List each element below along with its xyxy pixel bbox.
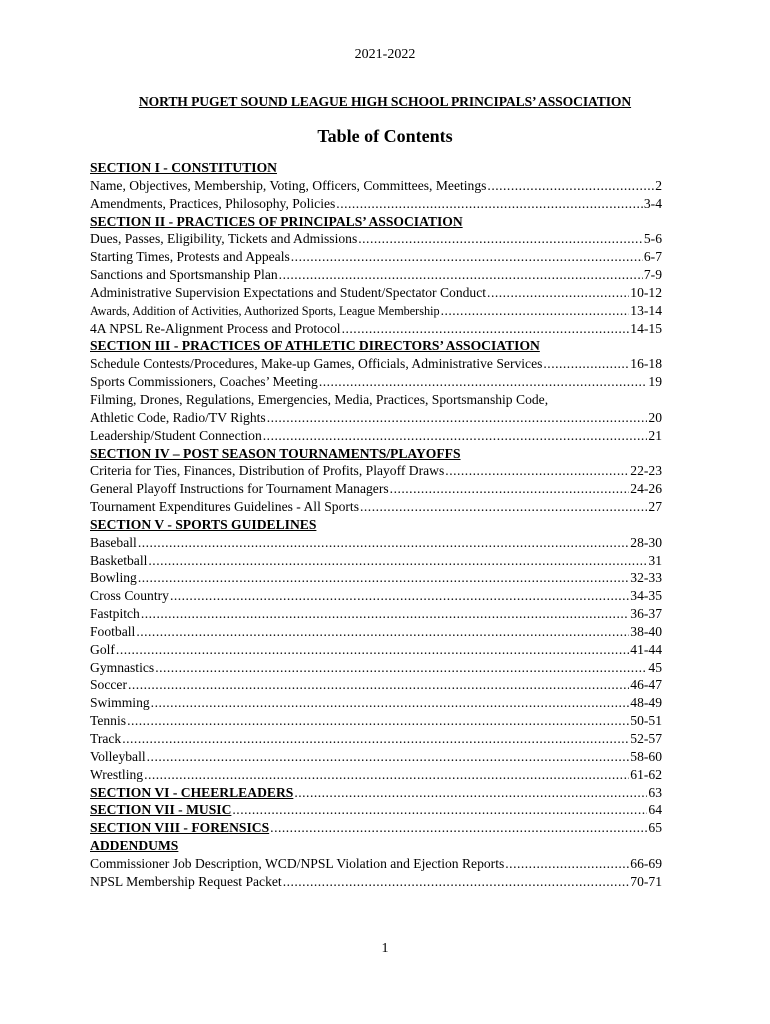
toc-entry: [90, 248, 662, 266]
toc-entry-label: Track: [90, 731, 122, 746]
toc-section-heading: SECTION IV – POST SEASON TOURNAMENTS/PLAYOFFS: [90, 445, 461, 461]
toc-page-number: 10-12: [630, 284, 662, 300]
toc-dot-leader: [155, 659, 647, 677]
toc-dot-leader: [294, 784, 647, 802]
toc-entry: [90, 676, 662, 694]
toc-entry-label: Swimming: [90, 695, 150, 711]
toc-dot-leader: [116, 641, 629, 659]
toc-section-heading: SECTION III - PRACTICES OF ATHLETIC DIRECTORS’ ASSOCIATION: [90, 338, 540, 354]
toc-page-number: 14-15: [630, 320, 662, 336]
toc-entry-label: Cross Country: [90, 588, 169, 604]
toc-entry: [90, 766, 662, 784]
toc-entry: [90, 712, 662, 730]
toc-page-number: 32-33: [630, 570, 662, 586]
toc-entry: [90, 266, 662, 284]
toc-page-number: 24-26: [630, 481, 662, 497]
toc-dot-leader: [136, 623, 629, 641]
toc-dot-leader: [283, 873, 630, 891]
toc-dot-leader: [487, 284, 629, 302]
toc-page-number: 7-9: [643, 267, 662, 283]
toc-page-number: 3-4: [643, 195, 662, 211]
toc-entry: [90, 587, 662, 605]
toc-entry-label: Basketball: [90, 552, 148, 568]
toc-entry-label: Awards, Addition of Activities, Authorized Sports, League Membership: [90, 303, 440, 318]
toc-dot-leader: [358, 230, 643, 248]
toc-dot-leader: [141, 605, 629, 623]
organization-heading: NORTH PUGET SOUND LEAGUE HIGH SCHOOL PRINCIPALS’ ASSOCIATION: [138, 94, 632, 109]
toc-page-number: 5-6: [643, 231, 662, 247]
toc-dot-leader: [147, 748, 630, 766]
toc-entry-label: Football: [90, 623, 136, 639]
toc-dot-leader: [279, 266, 643, 284]
toc-entry: [90, 320, 662, 338]
toc-entry: [90, 873, 662, 891]
toc-section-heading: ADDENDUMS: [90, 838, 179, 854]
toc-entry-label: Bowling: [90, 570, 137, 586]
toc-entry-label: Sports Commissioners, Coaches’ Meeting: [90, 374, 318, 390]
toc-page-number: 19: [648, 374, 662, 390]
toc-entry: [90, 534, 662, 552]
toc-dot-leader: [148, 552, 647, 570]
toc-page-number: 13-14: [630, 302, 662, 318]
toc-dot-leader: [342, 320, 630, 338]
toc-entry-label: Volleyball: [90, 748, 146, 764]
toc-page-number: 50-51: [630, 713, 662, 729]
toc-page-number: 48-49: [630, 695, 662, 711]
toc-dot-leader: [319, 373, 648, 391]
toc-entry-label: Tournament Expenditures Guidelines - All Sports: [90, 499, 359, 515]
toc-entry-label: Criteria for Ties, Finances, Distribution of Profits, Playoff Draws: [90, 463, 445, 479]
toc-entry: [90, 694, 662, 712]
toc-page-number: 41-44: [630, 641, 662, 657]
toc-entry-label: Leadership/Student Connection: [90, 427, 262, 443]
toc-entry-label: Soccer: [90, 677, 127, 693]
toc-dot-leader: [151, 694, 630, 712]
toc-dot-leader: [441, 302, 630, 320]
toc-entry-label: Gymnastics: [90, 659, 155, 675]
toc-entry: [90, 659, 662, 677]
toc-entry-label: Starting Times, Protests and Appeals: [90, 249, 290, 265]
toc-entry-label: Administrative Supervision Expectations and Student/Spectator Conduct: [90, 284, 487, 300]
toc-page-number: 70-71: [630, 873, 662, 889]
toc-entry: [90, 302, 662, 320]
toc-page-number: 27: [648, 499, 662, 515]
toc-dot-leader: [122, 730, 629, 748]
table-of-contents: [90, 159, 662, 891]
toc-dot-leader: [263, 427, 648, 445]
toc-page-number: 64: [648, 802, 662, 818]
toc-entry: [90, 498, 662, 516]
toc-entry-label: SECTION VIII - FORENSICS: [90, 820, 270, 836]
toc-section-heading: SECTION II - PRACTICES OF PRINCIPALS’ ASSOCIATION: [90, 213, 463, 229]
toc-entry-label: Sanctions and Sportsmanship Plan: [90, 267, 278, 283]
toc-dot-leader: [128, 676, 629, 694]
toc-entry: [90, 230, 662, 248]
toc-entry: [90, 177, 662, 195]
toc-dot-leader: [505, 855, 629, 873]
toc-page-number: 22-23: [630, 463, 662, 479]
toc-entry: [90, 427, 662, 445]
toc-dot-leader: [543, 355, 629, 373]
toc-page-number: 58-60: [630, 748, 662, 764]
toc-dot-leader: [267, 409, 648, 427]
toc-entry-label: Golf: [90, 641, 115, 657]
toc-dot-leader: [127, 712, 629, 730]
toc-dot-leader: [336, 195, 643, 213]
toc-entry-label: SECTION VI - CHEERLEADERS: [90, 784, 294, 800]
toc-entry: [90, 480, 662, 498]
toc-entry: [90, 569, 662, 587]
toc-page-number: 6-7: [643, 249, 662, 265]
toc-page-number: 34-35: [630, 588, 662, 604]
toc-page-number: 36-37: [630, 606, 662, 622]
toc-entry-label: Dues, Passes, Eligibility, Tickets and Admissions: [90, 231, 358, 247]
toc-dot-leader: [445, 462, 629, 480]
toc-section-entry: [90, 801, 662, 819]
toc-dot-leader: [360, 498, 647, 516]
toc-dot-leader: [138, 569, 629, 587]
toc-entry-label: Name, Objectives, Membership, Voting, Officers, Committees, Meetings: [90, 177, 487, 193]
toc-page-number: 63: [648, 784, 662, 800]
toc-dot-leader: [487, 177, 654, 195]
toc-dot-leader: [390, 480, 630, 498]
toc-entry-continued: Filming, Drones, Regulations, Emergencies, Media, Practices, Sportsmanship Code,: [90, 391, 549, 407]
toc-entry-label: NPSL Membership Request Packet: [90, 873, 282, 889]
toc-entry: [90, 855, 662, 873]
toc-page-number: 20: [648, 409, 662, 425]
toc-page-number: 52-57: [630, 731, 662, 746]
page-title: Table of Contents: [317, 126, 453, 146]
toc-entry-label: Fastpitch: [90, 606, 140, 622]
toc-entry-label: General Playoff Instructions for Tournament Managers: [90, 481, 389, 497]
toc-page-number: 38-40: [630, 623, 662, 639]
toc-entry: [90, 641, 662, 659]
document-year: 2021-2022: [354, 47, 416, 62]
toc-entry: [90, 409, 662, 427]
toc-entry: [90, 730, 662, 748]
toc-dot-leader: [291, 248, 643, 266]
toc-page-number: 21: [648, 427, 662, 443]
toc-page-number: 61-62: [630, 766, 662, 782]
toc-entry-label: SECTION VII - MUSIC: [90, 802, 232, 818]
toc-entry-label: Amendments, Practices, Philosophy, Policies: [90, 195, 336, 211]
toc-page-number: 66-69: [630, 855, 662, 871]
toc-entry: [90, 355, 662, 373]
toc-section-entry: [90, 819, 662, 837]
toc-dot-leader: [138, 534, 629, 552]
toc-section-heading: SECTION V - SPORTS GUIDELINES: [90, 516, 317, 532]
toc-entry: [90, 373, 662, 391]
toc-entry: [90, 552, 662, 570]
toc-entry-label: Wrestling: [90, 766, 144, 782]
toc-entry: [90, 605, 662, 623]
toc-page-number: 16-18: [630, 356, 662, 372]
toc-entry-label: Commissioner Job Description, WCD/NPSL Violation and Ejection Reports: [90, 855, 505, 871]
toc-entry: [90, 748, 662, 766]
toc-section-entry: [90, 784, 662, 802]
toc-dot-leader: [232, 801, 647, 819]
toc-page-number: 45: [648, 659, 662, 675]
toc-page-number: 65: [648, 820, 662, 836]
toc-page-number: 31: [648, 552, 662, 568]
page-number: 1: [381, 941, 389, 956]
toc-entry: [90, 284, 662, 302]
toc-entry: [90, 623, 662, 641]
toc-page-number: 46-47: [630, 677, 662, 693]
toc-dot-leader: [170, 587, 629, 605]
toc-entry-label: 4A NPSL Re-Alignment Process and Protocol: [90, 320, 341, 336]
toc-entry-label: Schedule Contests/Procedures, Make-up Games, Officials, Administrative Services: [90, 356, 543, 372]
toc-entry: [90, 462, 662, 480]
toc-dot-leader: [144, 766, 629, 784]
toc-dot-leader: [270, 819, 647, 837]
toc-entry-label: Athletic Code, Radio/TV Rights: [90, 409, 266, 425]
toc-entry: [90, 195, 662, 213]
toc-page-number: 2: [655, 177, 662, 193]
toc-section-heading: SECTION I - CONSTITUTION: [90, 160, 277, 175]
toc-entry-label: Tennis: [90, 713, 127, 729]
toc-page-number: 28-30: [630, 534, 662, 550]
toc-entry-label: Baseball: [90, 534, 137, 550]
